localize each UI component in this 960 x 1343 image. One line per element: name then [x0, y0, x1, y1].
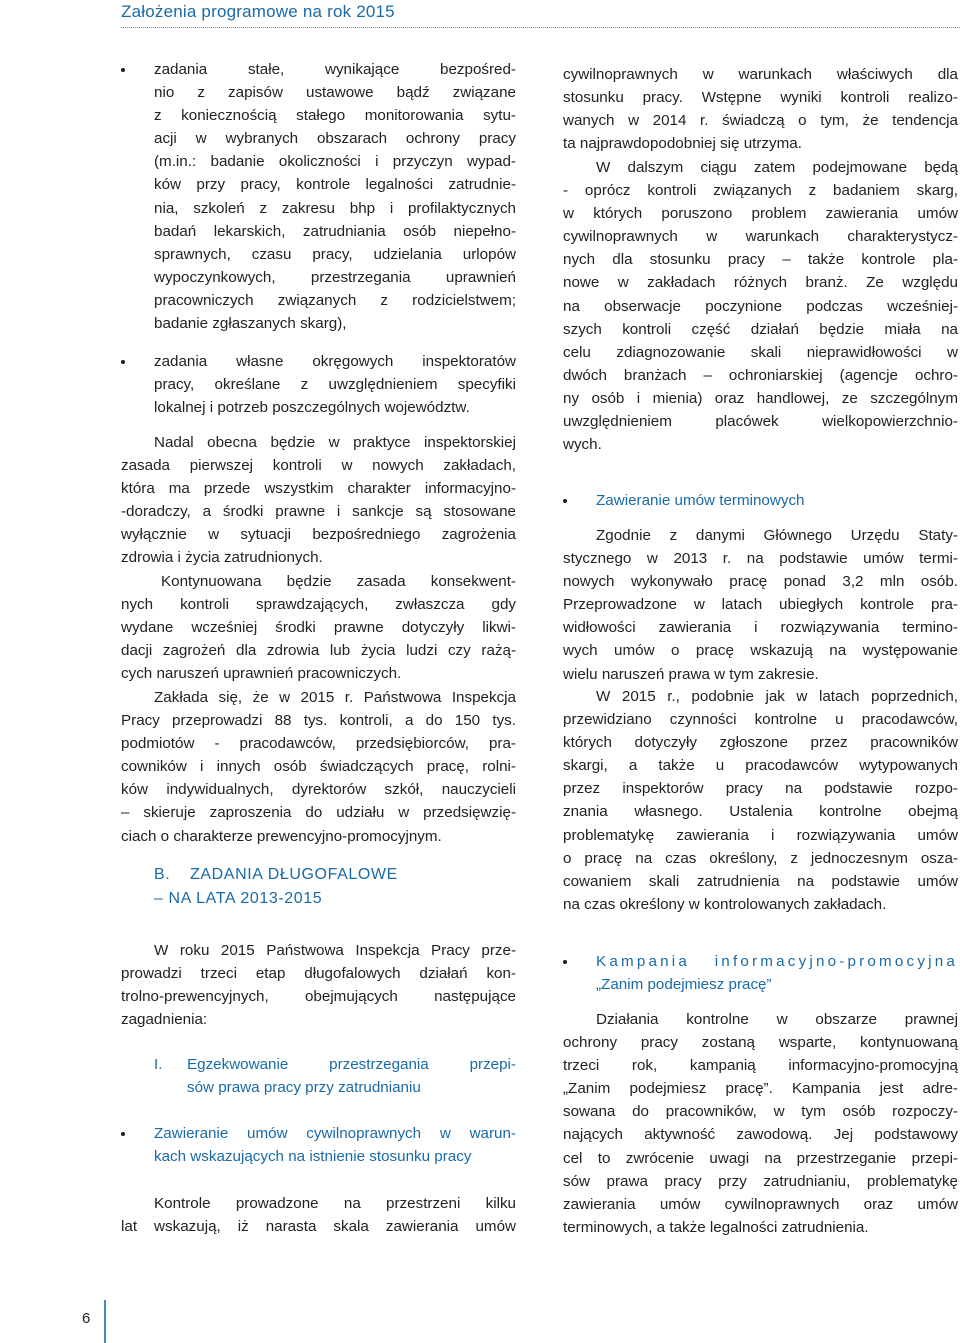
text-line: ków indywidualnych, dyrektorów szkół, nauczycieli	[121, 781, 516, 799]
text-line: o pracę na czas określony, z jednoczesnym osza-	[563, 849, 958, 867]
text-line: zasada pierwszej kontroli w nowych zakładach,	[121, 457, 516, 475]
text-line: nych dla stosunku pracy – także kontrole pla-	[563, 251, 958, 269]
text-line: na obserwacje poczynione podczas wcześniej-	[563, 297, 958, 315]
text-line: W 2015 r., podobnie jak w latach poprzednich,	[596, 688, 958, 705]
page-number: 6	[82, 1310, 91, 1327]
text-line: badanie zgłaszanych skarg),	[154, 315, 347, 333]
text-line: zadania własne okręgowych inspektoratów	[154, 353, 516, 370]
text-line: wych.	[563, 436, 602, 454]
item-text: Egzekwowanie przestrzegania przepi- sów prawa pracy przy zatrudnianiu	[187, 1056, 516, 1097]
paragraph	[563, 156, 958, 456]
bullet-icon	[121, 1132, 125, 1136]
text-line: szych kontroli część działań będzie miała na	[563, 320, 958, 338]
text-line: Kontynuowana będzie zasada konsekwent-	[161, 573, 516, 590]
text-line: ków przy pracy, kontrole legalności zatrudnie-	[154, 176, 516, 194]
text-line: dacji zagrożeń dla zdrowia lub życia ludzi czy rażą-	[121, 642, 516, 660]
text-line: Zgodnie z danymi Głównego Urzędu Staty-	[596, 527, 958, 544]
text-line: wanych w 2014 r. świadczą o tym, że tendencja	[563, 112, 958, 130]
text-line: ta najprawdopodobniej się utrzyma.	[563, 135, 802, 153]
text-line: wielu naruszeń prawa w tym zakresie.	[563, 665, 819, 683]
text-line: znania własnego. Ustalenia kontrolne obejmą	[563, 803, 958, 821]
section-subtitle: – NA LATA 2013-2015	[154, 890, 323, 907]
paragraph	[563, 1008, 958, 1239]
paragraph	[563, 685, 958, 916]
bullet-text	[154, 350, 516, 419]
text-line: stosunku pracy. Wstępne wyniki kontroli realizo-	[563, 89, 958, 107]
text-line: ny osób i mienia) oraz handlowej, ze szczególnym	[563, 389, 958, 407]
paragraph	[121, 686, 516, 848]
text-line: sów prawa pracy przy zatrudnianiu, problematykę	[563, 1172, 958, 1190]
bullet-text: Kampania informacyjno-promocyjna „Zanim podejmiesz pracę”	[596, 953, 958, 994]
text-line: zagadnienia:	[121, 1011, 208, 1029]
bullet-icon	[121, 360, 125, 364]
text-line: których dotyczyły zgłoszone przez pracowników	[563, 734, 958, 752]
bullet-icon	[563, 960, 567, 964]
text-line: celu zdiagnozowanie skali nieprawidłowości w	[563, 343, 958, 361]
numbered-item	[121, 1053, 516, 1101]
page-number-divider	[104, 1300, 106, 1343]
text-line: nowe w zakładach różnych branż. Ze względu	[563, 274, 958, 292]
bullet-text	[154, 58, 516, 335]
text-line: terminowych, a także legalności zatrudnienia.	[563, 1218, 869, 1236]
text-line: badań lekarskich, zatrudniania osób niepełno-	[154, 222, 516, 240]
text-line: na czas określony w kontrolowanych zakładach.	[563, 895, 887, 913]
text-line: trzeci rok, kampanią informacyjno-promocyjną	[563, 1057, 958, 1075]
paragraph	[121, 570, 516, 685]
item-marker: I.	[154, 1056, 163, 1073]
bullet-icon	[121, 68, 125, 72]
text-line: cowaniem skali zatrudnienia na podstawie umów	[563, 872, 958, 890]
text-line: cel to zwrócenie uwagi na przestrzeganie przepi-	[563, 1149, 958, 1167]
text-line: – skieruje zaproszenia do udziału w przedsięwzię-	[121, 804, 516, 822]
section-title: ZADANIA DŁUGOFALOWE	[190, 866, 398, 883]
text-line: pracowniczych związanych z rodzicielstwem;	[154, 291, 516, 309]
text-line: „Zanim podejmiesz pracę”. Kampania jest adre-	[563, 1080, 958, 1098]
text-line: lat wskazują, iż narasta skala zawierania umów	[121, 1218, 516, 1236]
text-line: wych umów o pracę wskazują na występowanie	[563, 642, 958, 660]
text-line: problematykę zawierania i rozwiązywania umów	[563, 826, 958, 844]
paragraph	[563, 524, 958, 686]
text-line: uwzględnieniem placówek wielkopowierzchnio-	[563, 413, 958, 431]
text-line: acji w wybranych obszarach ochrony pracy	[154, 130, 516, 148]
text-line: - oprócz kontroli związanych z badaniem skarg,	[563, 182, 958, 200]
text-line: (m.in.: badanie okoliczności i przyczyn wypad-	[154, 153, 516, 171]
text-line: nych kontroli sprawdzających, zwłaszcza gdy	[121, 596, 516, 614]
text-line: zadania stałe, wynikające bezpośred-	[154, 61, 516, 78]
text-line: Przeprowadzone w latach ubiegłych kontrole pra-	[563, 596, 958, 614]
text-line: Kontrole prowadzone na przestrzeni kilku	[154, 1195, 516, 1212]
text-line: lokalnej i potrzeb poszczególnych województw.	[154, 399, 470, 417]
text-line: z koniecznością stałego monitorowania sytu-	[154, 107, 516, 125]
text-line: Działania kontrolne w obszarze prawnej	[596, 1011, 958, 1028]
text-line: Pracy przeprowadzi 88 tys. kontroli, a do 150 tys.	[121, 712, 516, 730]
header-divider	[121, 27, 960, 28]
text-line: sprawnych, czasu pracy, udzielania urlopów	[154, 245, 516, 263]
text-line: W dalszym ciągu zatem podejmowane będą	[596, 159, 958, 176]
text-line: trolno-prewencyjnych, obejmujących następujące	[121, 988, 516, 1006]
text-line: Nadal obecna będzie w praktyce inspektorskiej	[154, 434, 516, 451]
text-line: która ma przede wszystkim charakter informacyjno-	[121, 480, 516, 498]
section-heading	[121, 863, 516, 913]
text-line: cywilnoprawnych w warunkach charakterystycz-	[563, 228, 958, 246]
text-line: wyłącznie w sytuacji bezpośredniego zagrożenia	[121, 526, 516, 544]
running-header	[0, 0, 960, 30]
text-line: ochrony pracy zostaną wsparte, kontynuowaną	[563, 1034, 958, 1052]
text-line: nio z zapisów ustawowe bądź związane	[154, 84, 516, 102]
text-line: cywilnoprawnych w warunkach właściwych dla	[563, 66, 958, 83]
text-line: w których poruszono problem zawierania umów	[563, 205, 958, 223]
text-line: zawierania umów cywilnoprawnych oraz umów	[563, 1195, 958, 1213]
text-line: pracy, określane z uwzględnieniem specyfiki	[154, 376, 516, 394]
text-line: nających aktywność zawodową. Jej podstawowy	[563, 1126, 958, 1144]
text-line: nia, szkoleń z zakresu bhp i profilaktycznych	[154, 199, 516, 217]
text-line: wypoczynkowych, przestrzegania uprawnień	[154, 268, 516, 286]
bullet-text: Zawieranie umów terminowych	[596, 492, 805, 509]
text-line: stycznego w 2013 r. na podstawie umów termi-	[563, 550, 958, 568]
text-line: wydane wcześniej środki prawne dotyczyły likwi-	[121, 619, 516, 637]
bullet-text: Zawieranie umów cywilnoprawnych w warun- kach wskazujących na istnienie stosunku pracy	[154, 1125, 516, 1166]
text-line: cowników i innych osób świadczących pracę, rolni-	[121, 758, 516, 776]
bullet-icon	[563, 499, 567, 503]
paragraph	[121, 1192, 516, 1238]
text-line: cych naruszeń uprawnień pracowniczych.	[121, 665, 402, 683]
text-line: przez inspektorów pracy na podstawie rozpo-	[563, 780, 958, 798]
text-line: -doradczy, a środki prawne i sankcje są stosowane	[121, 503, 516, 521]
section-letter: B.	[154, 866, 171, 883]
text-line: zdrowia i życia zatrudnionych.	[121, 549, 323, 567]
text-line: skargi, a także u pracodawców wytypowanych	[563, 757, 958, 775]
text-line: prowadzi trzeci etap długofalowych działań kon-	[121, 965, 516, 983]
text-line: ciach o charakterze prewencyjno-promocyjnym.	[121, 827, 442, 845]
paragraph	[563, 63, 958, 155]
paragraph	[121, 939, 516, 1031]
text-line: nowych wykonywało pracę ponad 3,2 mln osób.	[563, 573, 958, 591]
text-line: przewidziano czynności kontrolne u pracodawców,	[563, 711, 958, 729]
header-title: Założenia programowe na rok 2015	[121, 2, 395, 21]
text-line: sowana do pracowników, w tym osób rozpoczy-	[563, 1103, 958, 1121]
text-line: Zakłada się, że w 2015 r. Państwowa Inspekcja	[154, 689, 516, 706]
text-line: W roku 2015 Państwowa Inspekcja Pracy prze-	[154, 942, 516, 959]
text-line: widłowości zawierania i rozwiązywania termino-	[563, 619, 958, 637]
text-line: podmiotów - pracodawców, przedsiębiorców, pra-	[121, 735, 516, 753]
text-line: dwóch branżach – ochroniarskiej (agencje ochro-	[563, 366, 958, 384]
paragraph	[121, 431, 516, 570]
